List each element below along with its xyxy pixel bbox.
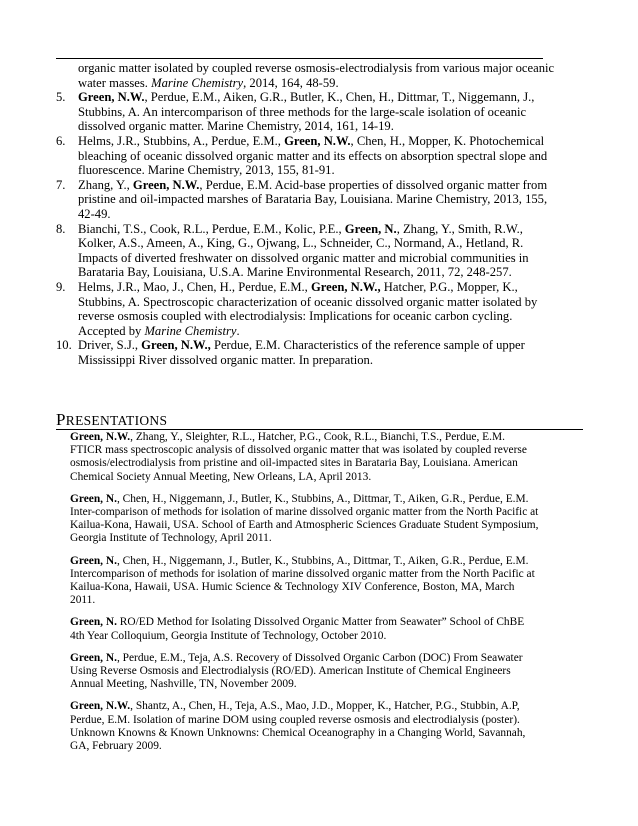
presentation-item: Green, N.W., Shantz, A., Chen, H., Teja, A.S., Mao, J.D., Mopper, K., Hatcher, P.G., Stubbin, A.P, Perdue, E.M. Isolation of marine DOM using coupled reverse osmosis and electrodialysis (poster). Unknown Knowns & Known Unknowns: Chemical Oceanography in a Changing World, Savannah, GA, February 2009.: [70, 700, 526, 753]
presentation-item: Green, N., Chen, H., Niggemann, J., Butler, K., Stubbins, A., Dittmar, T., Aiken, G.R., Perdue, E.M. Inter-comparison of methods for isolation of marine dissolved organic matter from the North Pacific at Kailua-Kona, Hawaii, USA. School of Earth and Atmospheric Sciences Graduate Student Symposium, Georgia Institute of Technology, April 2011.: [70, 492, 539, 545]
publication-item: 6. Helms, J.R., Stubbins, A., Perdue, E.M., Green, N.W., Chen, H., Mopper, K. Photochemical bleaching of oceanic dissolved organic matter and its effects on absorption spectral slope and fluorescence. Marine Chemistry, 2013, 155, 81-91.: [56, 133, 548, 178]
presentation-item: Green, N., Perdue, E.M., Teja, A.S. Recovery of Dissolved Organic Carbon (DOC) From Seawater Using Reverse Osmosis and Electrodialysis (RO/ED). American Institute of Chemical Engineers Annual Meeting, Nashville, TN, November 2009.: [70, 651, 523, 691]
publication-item: 10. Driver, S.J., Green, N.W., Perdue, E.M. Characteristics of the reference sample of upper Mississippi River dissolved organic matter. In preparation.: [56, 338, 525, 367]
publication-item: organic matter isolated by coupled reverse osmosis-electrodialysis from various major oceanic water masses. Marine Chemistry, 2014, 164, 48-59.: [78, 61, 555, 90]
section-heading-presentations: PRESENTATIONS: [56, 410, 168, 429]
publications-list: [56, 61, 556, 367]
presentation-item: Green, N. RO/ED Method for Isolating Dissolved Organic Matter from Seawater” School of ChBE 4th Year Colloquium, Georgia Institute of Technology, October 2010.: [70, 616, 525, 642]
presentations-list: [70, 431, 540, 762]
section-rule: [56, 429, 583, 430]
top-rule: [56, 58, 543, 59]
presentation-item: Green, N.W., Zhang, Y., Sleighter, R.L., Hatcher, P.G., Cook, R.L., Bianchi, T.S., Perdue, E.M. FTICR mass spectroscopic analysis of dissolved organic matter that was isolated by coupled reverse osmosis/electrodialysis from pristine and oil-impacted sites in Barataria Bay, Louisiana. American Chemical Society Annual Meeting, New Orleans, LA, April 2013.: [70, 431, 527, 483]
publication-item: 5. Green, N.W., Perdue, E.M., Aiken, G.R., Butler, K., Chen, H., Dittmar, T., Niggemann, J., Stubbins, A. An intercomparison of three methods for the large-scale isolation of oceanic dissolved organic matter. Marine Chemistry, 2014, 161, 14-19.: [56, 90, 535, 134]
publication-item: 8. Bianchi, T.S., Cook, R.L., Perdue, E.M., Kolic, P.E., Green, N., Zhang, Y., Smith, R.W., Kolker, A.S., Ameen, A., King, G., Ojwang, L., Schneider, C., Normand, A., Hetland, R. Impacts of diverted freshwater on dissolved organic matter and microbial communities in Barataria Bay, Louisiana, U.S.A. Marine Environmental Research, 2011, 72, 248-257.: [56, 221, 529, 280]
publication-item: 9. Helms, J.R., Mao, J., Chen, H., Perdue, E.M., Green, N.W., Hatcher, P.G., Mopper, K., Stubbins, A. Spectroscopic characterization of oceanic dissolved organic matter isolated by reverse osmosis coupled with electrodialysis: Implications for oceanic carbon cycling. Accepted by Marine Chemistry.: [56, 279, 538, 338]
presentation-item: Green, N., Chen, H., Niggemann, J., Butler, K., Stubbins, A., Dittmar, T., Aiken, G.R., Perdue, E.M. Intercomparison of methods for isolation of marine dissolved organic matter from the North Pacific at Kailua-Kona, Hawaii, USA. Humic Science & Technology XIV Conference, Boston, MA, March 2011.: [70, 554, 535, 607]
publication-item: 7. Zhang, Y., Green, N.W., Perdue, E.M. Acid-base properties of dissolved organic matter from pristine and oil-impacted marshes of Barataria Bay, Louisiana. Marine Chemistry, 2013, 155, 42-49.: [56, 177, 548, 221]
